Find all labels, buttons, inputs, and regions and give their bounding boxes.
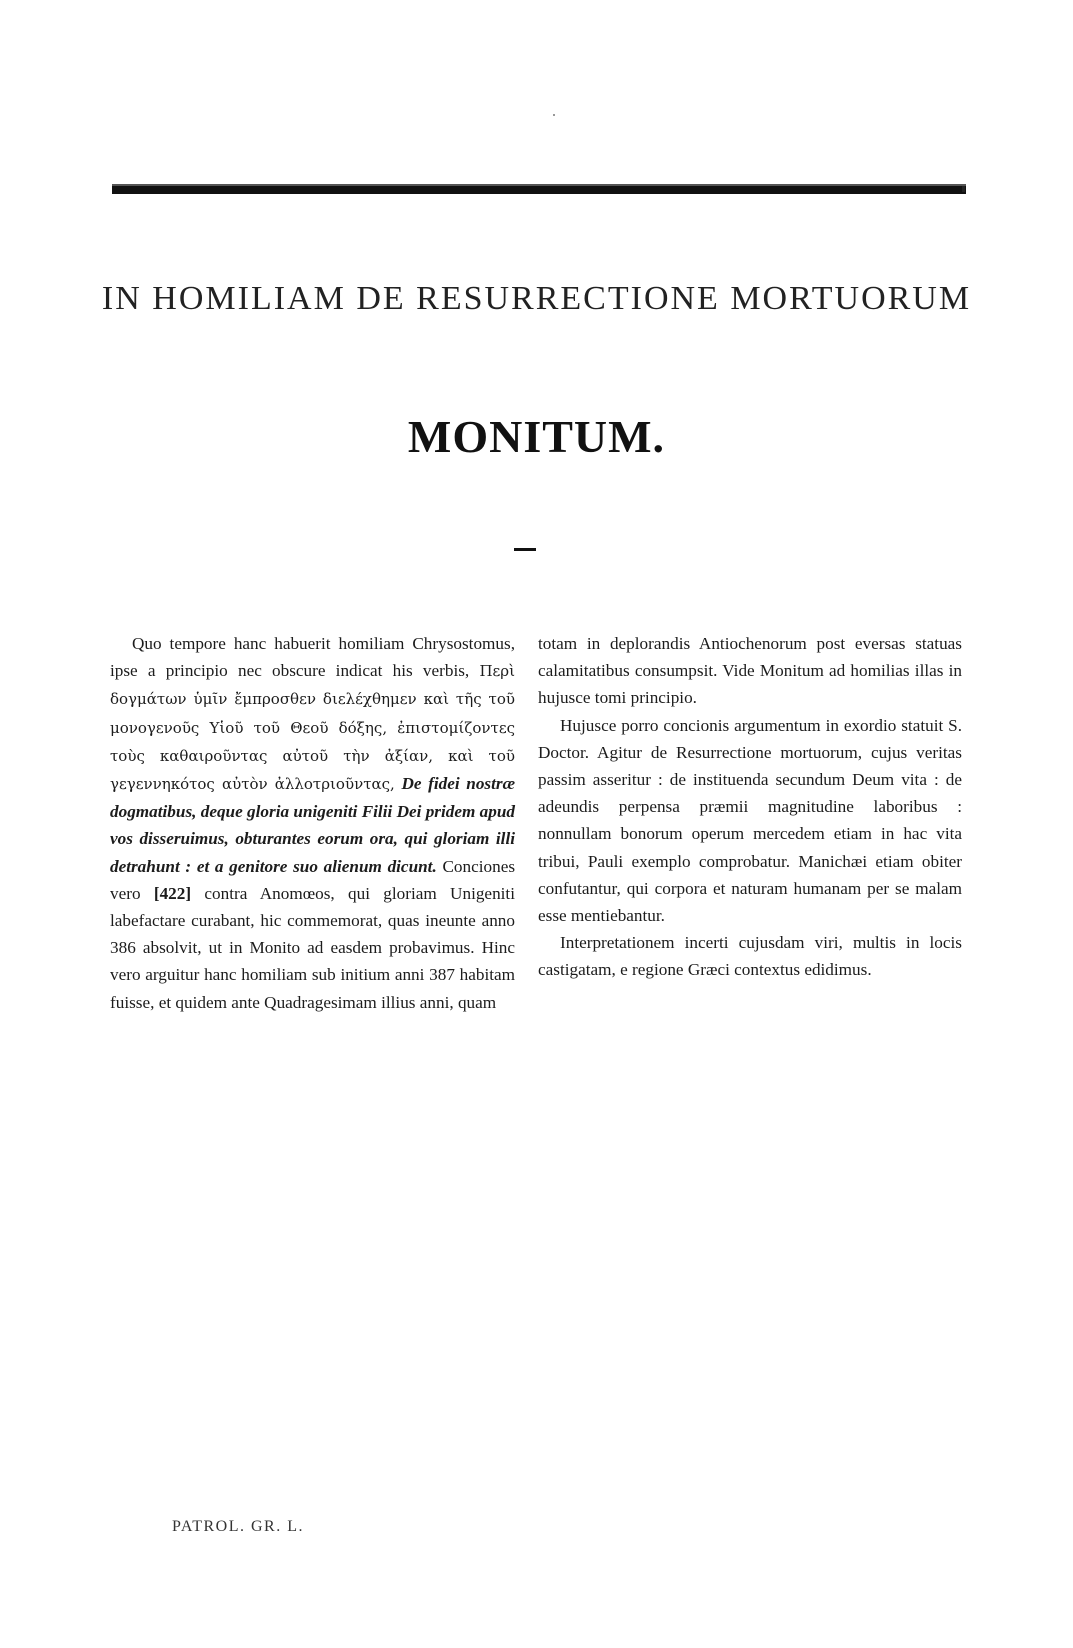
- right-paragraph-3: Interpretationem incerti cujusdam viri, multis in locis castigatam, e regione Græci contextus edidimus.: [538, 933, 962, 980]
- right-paragraph-2: Hujusce porro concionis argumentum in exordio statuit S. Doctor. Agitur de Resurrectione mortuorum, cujus veritas passim asseritur : de instituenda secundum Deum vita : de adeundis perpensa præmii magnitudine laboribus : nonnullam bonorum operum mercedem etiam in hac vita tribui, Pauli exemplo comprobatur. Manichæi etiam obiter confutantur, qui corpora et naturam humanam per se malam esse mentiebantur.: [538, 715, 962, 926]
- print-speck: [553, 114, 555, 116]
- right-paragraph-1: totam in deplorandis Antiochenorum post eversas statuas calamitatibus consumpsit. Vide Monitum ad homilias illas in hujusce tomi principio.: [538, 634, 962, 708]
- top-rule: [112, 184, 966, 194]
- left-paragraph: [110, 630, 515, 1016]
- right-column: [538, 630, 962, 984]
- left-column: [110, 630, 515, 1016]
- left-text-3: contra Anomœos, qui gloriam Unigeniti labefactare curabant, hic commemorat, quas ineunte anno 386 absolvit, ut in Monito ad easdem probavimus. Hinc vero arguitur hanc homiliam sub initium anni 387 habitam fuisse, et quidem ante Quadragesimam illius anni, quam: [110, 883, 515, 1012]
- page-title: IN HOMILIAM DE RESURRECTIONE MORTUORUM: [101, 280, 972, 317]
- heading-dash: [514, 548, 536, 551]
- left-text-1: Quo tempore hanc habuerit homiliam Chrysostomus, ipse a principio nec obscure indicat his verbis,: [110, 634, 515, 681]
- page-reference: [422]: [153, 883, 192, 903]
- greek-quote: Περὶ δογμάτων ὑμῖν ἔμπροσθεν διελέχθημεν καὶ τῆς τοῦ μονογενοῦς Υἱοῦ τοῦ Θεοῦ δόξης, ἐπιστομίζοντες τοὺς καθαιροῦντας αὐτοῦ τὴν ἀξίαν, καὶ τοῦ γεγεννηκότος αὐτὸν ἀλλοτριοῦντας,: [110, 662, 515, 794]
- signature-mark: PATROL. GR. L.: [172, 1518, 304, 1535]
- latin-translation: De fidei nostræ dogmatibus, deque gloria unigeniti Filii Dei pridem apud vos disseruimus, obturantes eorum ora, qui gloriam illi detrahunt : et a genitore suo alienum dicunt.: [110, 774, 515, 876]
- top-rule-tail: [962, 186, 965, 192]
- section-heading: MONITUM.: [407, 411, 666, 462]
- left-text-2: Conciones vero: [110, 856, 516, 903]
